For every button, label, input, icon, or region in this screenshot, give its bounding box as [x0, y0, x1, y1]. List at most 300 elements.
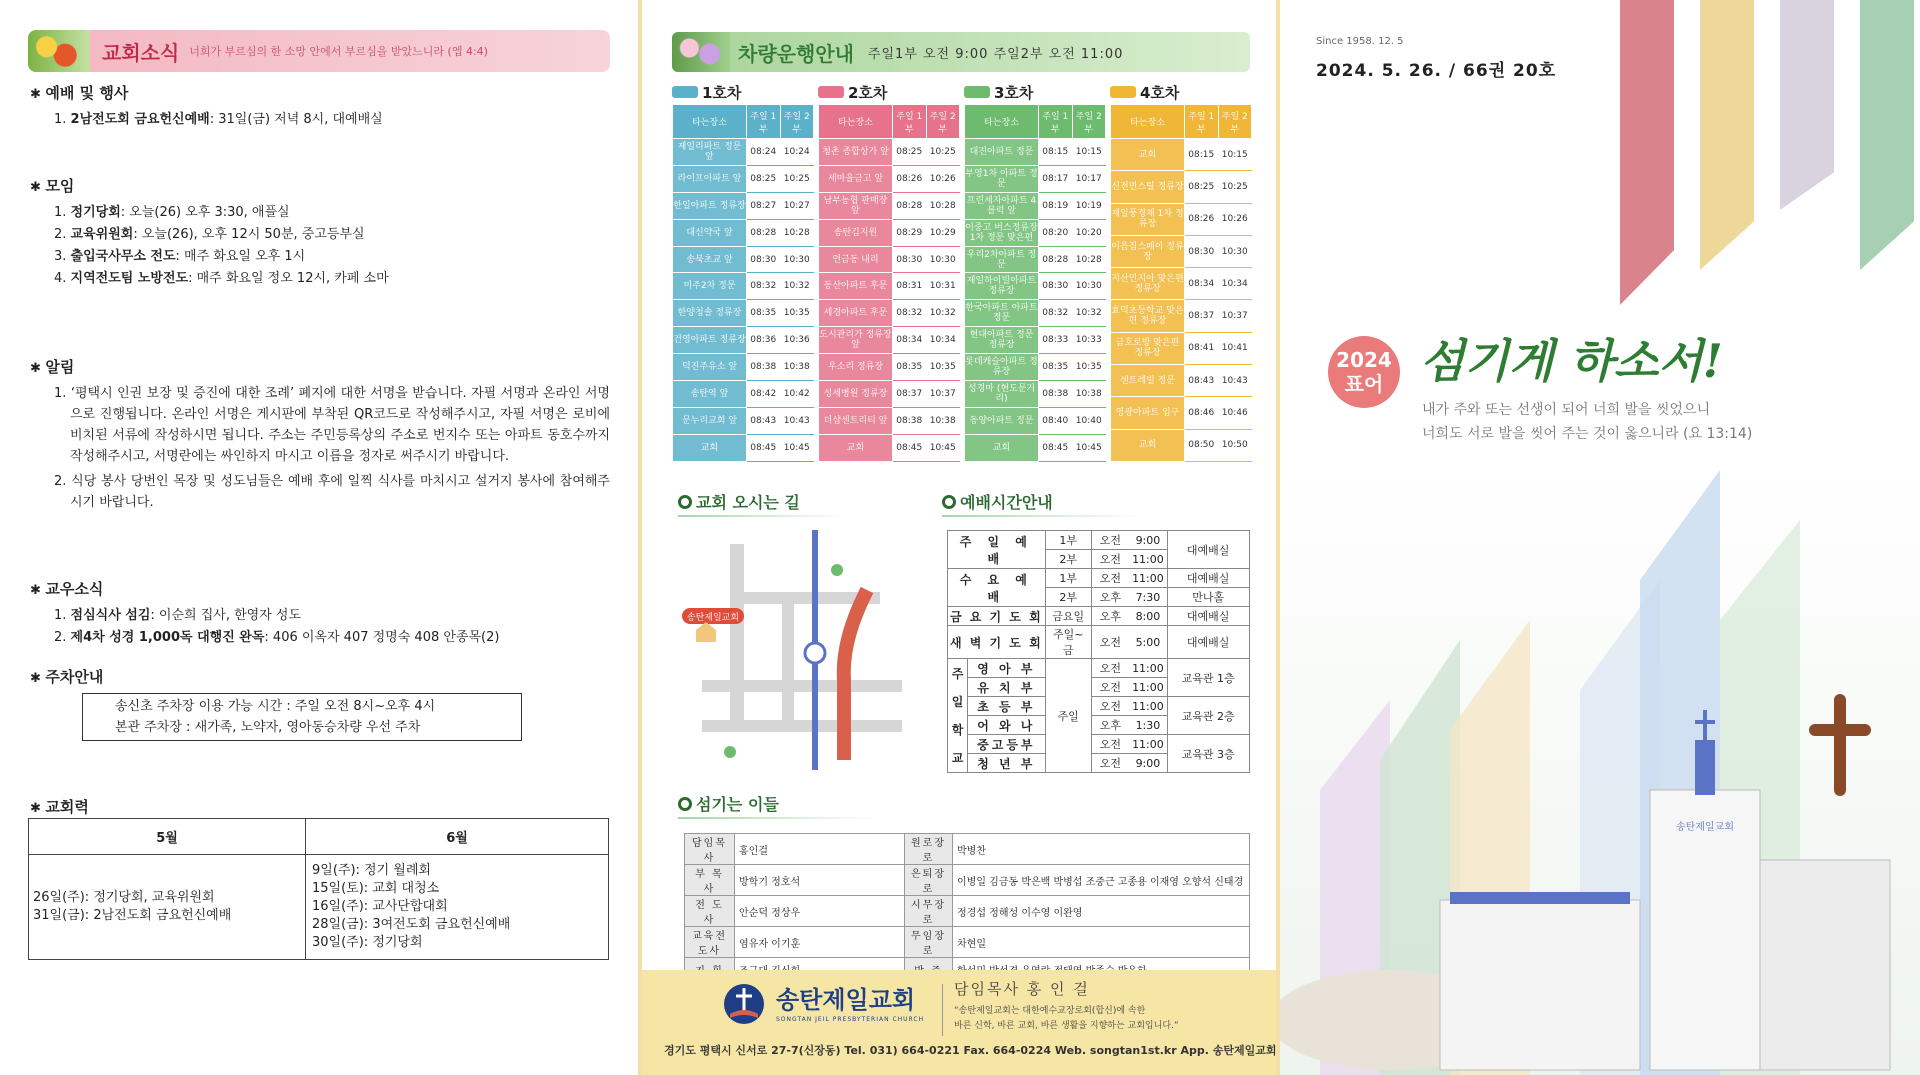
service-place: 대예배실 — [1167, 607, 1249, 626]
label-char: 주 — [951, 666, 964, 681]
service-time: 5:00 — [1129, 626, 1167, 659]
bus-time: 10:30 — [780, 246, 814, 273]
bus-stop-row — [819, 354, 960, 381]
service-time: 11:00 — [1129, 550, 1167, 569]
bus-time: 10:26 — [926, 165, 960, 192]
bus-stop-row — [819, 165, 960, 192]
bus-stop-row — [1111, 171, 1252, 203]
parking-box — [82, 693, 522, 741]
bus-stop-row — [673, 300, 814, 327]
bus-time: 08:31 — [893, 273, 927, 300]
bus-time: 08:26 — [1185, 203, 1219, 235]
bus-time: 08:25 — [893, 139, 927, 166]
bus-stop-row — [819, 434, 960, 461]
decorative-strip — [1620, 0, 1674, 305]
bus-time: 08:32 — [1039, 300, 1073, 327]
servant-row — [685, 865, 1250, 896]
item-text: : 오늘(26) 오후 3:30, 애플실 — [120, 205, 290, 220]
bus-table-header — [965, 105, 1106, 139]
column-header: 주일 2부 — [926, 105, 960, 139]
bus-stop-row — [819, 381, 960, 408]
school-time: 9:00 — [1129, 754, 1167, 773]
worship-row — [948, 531, 1250, 550]
bus-stop-row — [1111, 397, 1252, 429]
bus-stop-row — [965, 139, 1106, 166]
numbered-list — [30, 605, 620, 649]
bullet-icon — [678, 495, 692, 509]
bus-stop-row — [673, 381, 814, 408]
bus-time: 10:50 — [1218, 429, 1252, 461]
sunday-school-row — [948, 697, 1250, 716]
tree-icon — [831, 564, 843, 576]
bus-table — [1110, 104, 1252, 462]
calendar-event: 15일(토): 교회 대청소 — [312, 881, 440, 896]
servant-role: 은퇴장로 — [905, 865, 953, 896]
item-number: 4. — [54, 271, 71, 286]
bus-stop-name: 연금동 내리 — [819, 246, 893, 273]
service-name: 주 일 예 배 — [948, 531, 1046, 569]
decorative-strip — [1860, 0, 1914, 270]
servant-role: 원로장로 — [905, 834, 953, 865]
bus-time: 08:45 — [893, 434, 927, 461]
bus-time: 08:15 — [1039, 139, 1073, 166]
bus-stop-name: 효덕초등학교 맞은편 정류장 — [1111, 300, 1185, 332]
meetings-section — [30, 175, 620, 290]
school-ampm: 오전 — [1091, 754, 1129, 773]
item-text: : 31일(금) 저녁 8시, 대예배실 — [209, 112, 383, 127]
bus-stop-row — [1111, 365, 1252, 397]
bus-time: 10:28 — [780, 219, 814, 246]
bus-time: 10:20 — [1072, 219, 1106, 246]
bus-time: 10:36 — [780, 327, 814, 354]
servant-row — [685, 896, 1250, 927]
bus-stop-name: 대신약국 앞 — [673, 219, 747, 246]
bus-stop-name: 문누리교회 앞 — [673, 407, 747, 434]
bus-time: 10:38 — [1072, 381, 1106, 408]
bus-time: 10:32 — [1072, 300, 1106, 327]
bus-time: 10:40 — [1072, 407, 1106, 434]
servant-names: 차현일 — [953, 927, 1250, 958]
church-address: 경기도 평택시 신서로 27-7(신장동) Tel. 031) 664-0221 Fax. 664-0224 Web. songtan1st.kr App. 송탄제일교회 — [664, 1044, 1277, 1057]
church-news-panel — [0, 0, 638, 1075]
parking-line: 송신초 주차장 이용 가능 시간 : 주일 오전 8시~오후 4시 — [115, 699, 436, 714]
bus-stop-name: 이중고 버스정류장 1차 정문 맞은편 — [965, 219, 1039, 246]
department-name: 초 등 부 — [968, 697, 1046, 716]
bus-time: 08:25 — [1185, 171, 1219, 203]
bus-time: 08:27 — [747, 192, 781, 219]
bus-name — [964, 82, 1106, 102]
bus-time: 08:45 — [1039, 434, 1073, 461]
bus-time: 08:20 — [1039, 219, 1073, 246]
bus-stop-row — [819, 327, 960, 354]
servant-names: 박병찬 — [953, 834, 1250, 865]
bus-time: 08:19 — [1039, 192, 1073, 219]
bus-stop-name: 이음집스페이 정류장 — [1111, 235, 1185, 267]
item-label: 교육위원회 — [70, 227, 134, 242]
notice-item: 1. ‘평택시 인권 보장 및 증진에 대한 조례’ 폐지에 대한 서명을 받습니다. 자필 서명과 온라인 서명으로 진행됩니다. 온라인 서명은 게시판에 부착된 QR코드로 작성해주시고, 자필 서명은 로비에 비치된 서류에 작성하시면 됩니다. 주소는 주민등록상의 주소로 번지수 또는 아파트 동호수까지 작성해주시고, 서명란에는 싸인하지 마시고 이름을 정자로 써주시기 바랍니다. — [54, 386, 610, 464]
column-header: 주일 1부 — [747, 105, 781, 139]
bus-time: 10:32 — [926, 300, 960, 327]
bus-stop-name: 우소리 정류장 — [819, 354, 893, 381]
bus-stop-row — [819, 246, 960, 273]
bus-stop-row — [1111, 268, 1252, 300]
bus-stop-name: 신전면스틸 정류장 — [1111, 171, 1185, 203]
list-item — [54, 224, 620, 246]
school-time: 11:00 — [1129, 678, 1167, 697]
bus-time: 10:37 — [926, 381, 960, 408]
bus-time: 10:33 — [1072, 327, 1106, 354]
bus-stop-name: 지산민지아 맞은편 정류장 — [1111, 268, 1185, 300]
service-time: 8:00 — [1129, 607, 1167, 626]
service-part: 1부 — [1045, 569, 1091, 588]
bus-time: 10:46 — [1218, 397, 1252, 429]
bus-time: 10:34 — [926, 327, 960, 354]
bus-time: 10:25 — [926, 139, 960, 166]
bus-time: 08:28 — [893, 192, 927, 219]
description-line: 바른 신학, 바른 교회, 바른 생활을 지향하는 교회입니다.” — [954, 1021, 1179, 1031]
decorative-strip — [1700, 0, 1754, 270]
directions-title-text: 교회 오시는 길 — [696, 493, 800, 512]
bus-stop-row — [673, 246, 814, 273]
bus-time: 08:43 — [1185, 365, 1219, 397]
bus-time: 10:15 — [1072, 139, 1106, 166]
calendar-event: 30일(주): 정기당회 — [312, 935, 423, 950]
bus-time: 08:30 — [747, 246, 781, 273]
bus-time: 10:43 — [780, 407, 814, 434]
bus-stop-row — [673, 192, 814, 219]
item-label: 정기당회 — [70, 205, 121, 220]
bus-stop-name: 건영아파트 정류장 — [673, 327, 747, 354]
numbered-list — [30, 202, 620, 290]
badge-word: 표어 — [1344, 372, 1384, 396]
sunday-school-row — [948, 735, 1250, 754]
bus-stop-name: 센트레빌 정문 — [1111, 365, 1185, 397]
bus-time: 10:41 — [1218, 332, 1252, 364]
slogan: 섬기게 하소서! — [1420, 334, 1723, 388]
bus-time: 10:35 — [780, 300, 814, 327]
service-place: 대예배실 — [1167, 569, 1249, 588]
bus-schedule-title: 차량운행안내 — [738, 41, 854, 66]
bus-stop-row — [1111, 203, 1252, 235]
bus-time: 10:34 — [1218, 268, 1252, 300]
members-list — [30, 605, 620, 649]
bus-time: 10:35 — [1072, 354, 1106, 381]
section-title: ✱ 알림 — [30, 356, 620, 377]
worship-events-section — [30, 82, 620, 131]
department-name: 영 아 부 — [968, 659, 1046, 678]
bus-stop-row — [1111, 429, 1252, 461]
tree-icon — [724, 746, 736, 758]
column-header: 타는장소 — [673, 105, 747, 139]
servant-row — [685, 834, 1250, 865]
service-ampm: 오전 — [1091, 569, 1129, 588]
item-number: 1. — [54, 205, 71, 220]
bus-time: 08:33 — [1039, 327, 1073, 354]
church-news-header — [28, 30, 610, 72]
list-item — [54, 202, 620, 224]
bus-stop-row — [819, 300, 960, 327]
bus-stop-name: 영광아파트 입구 — [1111, 397, 1185, 429]
bus-stop-name: 라이프아파트 앞 — [673, 165, 747, 192]
bus-time: 10:45 — [1072, 434, 1106, 461]
service-place: 만나홀 — [1167, 588, 1249, 607]
bus-time: 08:17 — [1039, 165, 1073, 192]
item-text: : 매주 화요일 오후 1시 — [175, 249, 306, 264]
column-header: 타는장소 — [819, 105, 893, 139]
bus-stop-name: 성경마 (현도문거리) — [965, 381, 1039, 408]
column-header: 타는장소 — [965, 105, 1039, 139]
bus-schedule — [964, 82, 1106, 462]
bus-time: 08:42 — [747, 381, 781, 408]
bus-stop-row — [819, 273, 960, 300]
bus-stop-name: 제일리파트 정문 앞 — [673, 139, 747, 166]
bus-time: 08:24 — [747, 139, 781, 166]
bus-time: 10:27 — [780, 192, 814, 219]
bus-stop-row — [1111, 332, 1252, 364]
item-number: 2. — [54, 630, 71, 645]
worship-row — [948, 607, 1250, 626]
bus-stop-name: 우리2차아파트 정문 — [965, 246, 1039, 273]
bus-stop-name: 롯데캐슬아파트 정류장 — [965, 354, 1039, 381]
bus-time: 08:36 — [747, 327, 781, 354]
bus-time: 08:35 — [893, 354, 927, 381]
bus-time: 08:30 — [1039, 273, 1073, 300]
service-time: 7:30 — [1129, 588, 1167, 607]
service-ampm: 오전 — [1091, 626, 1129, 659]
bus-time: 08:30 — [1185, 235, 1219, 267]
bus-stop-name: 송북초교 앞 — [673, 246, 747, 273]
bus-name — [672, 82, 814, 102]
section-title: ✱ 교회력 — [30, 796, 620, 817]
item-text: : 오늘(26), 오후 12시 50분, 중고등부실 — [133, 227, 365, 242]
item-text: : 매주 화요일 정오 12시, 카페 소마 — [188, 271, 389, 286]
item-number: 2. — [54, 227, 71, 242]
bus-stop-row — [819, 219, 960, 246]
church-illustration — [1280, 460, 1920, 1075]
bus-stop-name: 도시관리가 정류장 앞 — [819, 327, 893, 354]
worship-time-table — [947, 530, 1250, 773]
notices-section — [30, 356, 620, 517]
bus-name-text: 2호차 — [848, 83, 888, 102]
church-footer — [642, 970, 1276, 1075]
bus-time: 10:17 — [1072, 165, 1106, 192]
worship-time-title-text: 예배시간안내 — [960, 493, 1053, 512]
section-title: ✱ 주차안내 — [30, 666, 620, 687]
bus-time: 08:34 — [1185, 268, 1219, 300]
item-text: : 이순희 집사, 한영자 성도 — [150, 608, 302, 623]
bus-stop-name: 제일풍경채 1차 정류장 — [1111, 203, 1185, 235]
month-header: 6월 — [306, 819, 609, 855]
bus-time: 10:37 — [1218, 300, 1252, 332]
column-header: 주일 2부 — [1218, 105, 1252, 139]
bus-stop-name: 세마을금고 앞 — [819, 165, 893, 192]
column-header: 주일 1부 — [1039, 105, 1073, 139]
bus-stop-name: 성세병원 정류장 — [819, 381, 893, 408]
bus-stop-name: 남부농협 판매장 앞 — [819, 192, 893, 219]
bus-stop-name: 교회 — [819, 434, 893, 461]
service-name: 새 벽 기 도 회 — [948, 626, 1046, 659]
servant-role: 부 목 사 — [685, 865, 735, 896]
calendar-event: 9일(주): 정기 월례회 — [312, 863, 431, 878]
bus-stop-name: 부영1차 아파트 정문 — [965, 165, 1039, 192]
bus-schedule-header — [672, 32, 1250, 72]
bus-time: 08:40 — [1039, 407, 1073, 434]
bus-stop-name: 한국아파트 아파트 정문 — [965, 300, 1039, 327]
section-title: ✱ 예배 및 행사 — [30, 82, 620, 103]
service-time: 9:00 — [1129, 531, 1167, 550]
service-name: 수 요 예 배 — [948, 569, 1046, 607]
bus-name-text: 4호차 — [1140, 83, 1180, 102]
bus-time: 10:28 — [1072, 246, 1106, 273]
bus-time: 10:38 — [926, 407, 960, 434]
bus-stop-name: 덕진주유소 앞 — [673, 354, 747, 381]
bus-stop-name: 세경아파트 후문 — [819, 300, 893, 327]
bus-time: 10:15 — [1218, 139, 1252, 171]
column-header: 타는장소 — [1111, 105, 1185, 139]
servant-names: 방학기 정호석 — [735, 865, 905, 896]
worship-row — [948, 626, 1250, 659]
service-part: 주일~금 — [1045, 626, 1091, 659]
bus-time: 08:28 — [747, 219, 781, 246]
list-item — [54, 268, 620, 290]
section-title: ✱ 모임 — [30, 175, 620, 196]
bus-stop-row — [965, 300, 1106, 327]
bus-time: 10:31 — [926, 273, 960, 300]
bullet-icon — [678, 797, 692, 811]
station-icon — [805, 643, 825, 663]
bus-stop-name: 미주2차 정문 — [673, 273, 747, 300]
school-ampm: 오전 — [1091, 659, 1129, 678]
department-name: 유 치 부 — [968, 678, 1046, 697]
school-day: 주일 — [1045, 659, 1091, 773]
bus-stop-name: 더샵센트리티 앞 — [819, 407, 893, 434]
bus-time: 10:35 — [926, 354, 960, 381]
bus-icon — [964, 86, 990, 98]
bus-time: 10:38 — [780, 354, 814, 381]
list-item — [54, 627, 620, 649]
bus-stop-row — [965, 434, 1106, 461]
bus-stop-row — [673, 407, 814, 434]
bus-time: 10:42 — [780, 381, 814, 408]
list-item — [54, 246, 620, 268]
month-header: 5월 — [29, 819, 306, 855]
bus-name-text: 3호차 — [994, 83, 1034, 102]
bus-time: 08:34 — [893, 327, 927, 354]
service-part: 1부 — [1045, 531, 1091, 550]
item-number: 1. — [54, 608, 71, 623]
bus-stop-row — [965, 219, 1106, 246]
calendar-event: 26일(주): 정기당회, 교육위원회 — [33, 890, 215, 905]
bus-icon — [672, 86, 698, 98]
church-name-en: SONGTAN JEIL PRESBYTERIAN CHURCH — [776, 1016, 925, 1023]
service-part: 금요일 — [1045, 607, 1091, 626]
column-header: 주일 1부 — [1185, 105, 1219, 139]
slogan-verse — [1422, 398, 1752, 446]
service-part: 2부 — [1045, 588, 1091, 607]
bus-schedule — [818, 82, 960, 462]
worship-time-title — [942, 490, 1142, 513]
school-ampm: 오전 — [1091, 678, 1129, 697]
bus-stop-row — [673, 327, 814, 354]
sunday-school-label — [948, 659, 968, 773]
bus-time: 10:24 — [780, 139, 814, 166]
bus-stop-name: 송탄역 앞 — [673, 381, 747, 408]
bus-stop-row — [819, 139, 960, 166]
bus-time: 08:38 — [747, 354, 781, 381]
section-title: ✱ 교우소식 — [30, 578, 620, 599]
bus-time: 08:37 — [1185, 300, 1219, 332]
bus-time: 08:38 — [893, 407, 927, 434]
servant-role: 전 도 사 — [685, 896, 735, 927]
bus-time: 08:25 — [747, 165, 781, 192]
tulip-image — [28, 30, 90, 72]
bus-time: 10:30 — [1072, 273, 1106, 300]
church-news-title: 교회소식 — [102, 40, 180, 65]
school-ampm: 오전 — [1091, 735, 1129, 754]
edition-number: 2024. 5. 26. / 66권 20호 — [1316, 61, 1557, 81]
bus-stop-row — [965, 246, 1106, 273]
bus-time: 08:15 — [1185, 139, 1219, 171]
sunday-school-row — [948, 659, 1250, 678]
bus-stop-name: 청촌 종합상가 앞 — [819, 139, 893, 166]
department-name: 청 년 부 — [968, 754, 1046, 773]
bus-stop-name: 교회 — [1111, 429, 1185, 461]
bus-schedule — [1110, 82, 1252, 462]
church-building — [1440, 900, 1640, 1070]
bus-table-header — [673, 105, 814, 139]
item-label: 지역전도팀 노방전도 — [70, 271, 189, 286]
servants-title-text: 섬기는 이들 — [696, 795, 779, 814]
school-place: 교육관 3층 — [1167, 735, 1249, 773]
notice-item: 2. 식당 봉사 당번인 목장 및 성도님들은 예배 후에 일찍 식사를 마치시고 설거지 봉사에 참여해주시기 바랍니다. — [54, 474, 610, 510]
servants-title — [678, 792, 878, 815]
church-map — [682, 530, 912, 770]
service-time: 11:00 — [1129, 569, 1167, 588]
flower-image — [672, 32, 730, 72]
list-item — [54, 605, 620, 627]
bus-stop-name: 교회 — [1111, 139, 1185, 171]
school-place: 교육관 1층 — [1167, 659, 1249, 697]
bus-stop-name: 현대아파트 정문 정류장 — [965, 327, 1039, 354]
bus-time: 10:45 — [780, 434, 814, 461]
servant-names: 정경섭 정해성 이수영 이완영 — [953, 896, 1250, 927]
bus-time: 10:19 — [1072, 192, 1106, 219]
bus-time: 08:29 — [893, 219, 927, 246]
church-building-icon — [696, 622, 716, 642]
bus-time: 10:43 — [1218, 365, 1252, 397]
bus-time: 08:46 — [1185, 397, 1219, 429]
bus-stop-row — [1111, 139, 1252, 171]
school-time: 11:00 — [1129, 697, 1167, 716]
service-ampm: 오후 — [1091, 607, 1129, 626]
bus-stop-row — [673, 165, 814, 192]
cover-panel — [1280, 0, 1920, 1075]
bus-stop-row — [965, 192, 1106, 219]
bus-name — [1110, 82, 1252, 102]
numbered-list — [30, 109, 620, 131]
bus-time: 08:37 — [893, 381, 927, 408]
bus-stop-name: 교회 — [965, 434, 1039, 461]
bus-time: 08:45 — [747, 434, 781, 461]
servant-role: 교육전도사 — [685, 927, 735, 958]
bus-time: 08:32 — [893, 300, 927, 327]
bus-time: 08:38 — [1039, 381, 1073, 408]
bullet-icon — [942, 495, 956, 509]
bus-time: 10:30 — [926, 246, 960, 273]
bus-stop-name: 교회 — [673, 434, 747, 461]
worship-events-list — [30, 109, 620, 131]
motto-badge — [1328, 336, 1400, 408]
